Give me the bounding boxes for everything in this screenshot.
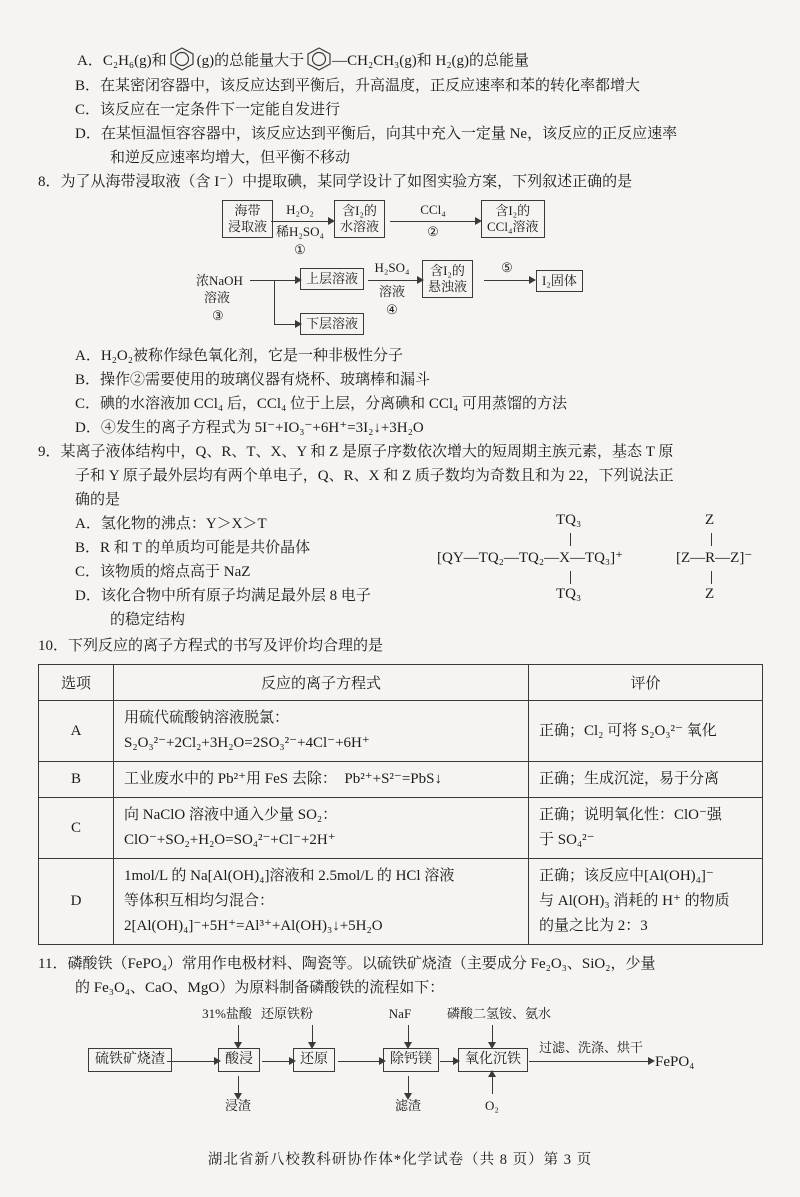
q10-row-d-ev-line2: 与 Al(OH)₃ 消耗的 H⁺ 的物质 bbox=[539, 893, 730, 909]
q11-arrow-main-4 bbox=[440, 1061, 454, 1062]
q10-row-b-ev-line1: 正确；生成沉淀，易于分离 bbox=[539, 771, 720, 787]
q9-cation-bond-top bbox=[570, 533, 571, 546]
q8-option-b: B．操作②需要使用的玻璃仪器有烧杯、玻璃棒和漏斗 bbox=[75, 372, 431, 388]
q8-box-iodine-solid: I₂固体 bbox=[536, 270, 583, 292]
q9-cation-bottom-group: TQ₃ bbox=[556, 586, 582, 602]
q8-step-5-number: ⑤ bbox=[501, 260, 513, 275]
q10-row-a bbox=[39, 701, 763, 762]
q8-box-iodine-water bbox=[334, 200, 385, 238]
q11-reagent-ammonium-phosphate: 磷酸二氢铵、氨水 bbox=[446, 1006, 551, 1021]
q9-anion-bottom-atom: Z bbox=[705, 586, 715, 602]
q8-box-iodine-water-line1: 含I₂的 bbox=[342, 203, 377, 218]
q8-box-iodine-ccl4-line1: 含I₂的 bbox=[495, 203, 531, 218]
q11-stem-line1: 11．磷酸铁（FePO₄）常用作电极材料、陶瓷等。以硫铁矿烧渣（主要成分 Fe₂O₃、SiO₂，少量 bbox=[38, 956, 656, 972]
q11-arrow-main-5 bbox=[529, 1061, 649, 1062]
q8-box-lower-layer: 下层溶液 bbox=[300, 313, 364, 335]
q10-row-c-equation bbox=[114, 798, 529, 859]
q9-option-a: A．氢化物的沸点：Y＞X＞T bbox=[75, 516, 267, 532]
q11-reagent-hcl: 31%盐酸 bbox=[202, 1006, 252, 1021]
q10-row-d-eq-line3: 2[Al(OH)₄]⁻+5H⁺=Al³⁺+Al(OH)₃↓+5H₂O bbox=[124, 918, 383, 934]
q11-box-pyrite-cinder: 硫铁矿烧渣 bbox=[88, 1048, 172, 1072]
q8-step-3-number: ③ bbox=[212, 308, 224, 323]
q9-stem-line3: 确的是 bbox=[75, 492, 121, 508]
q11-product: FePO₄ bbox=[655, 1054, 695, 1070]
q8-arrow-1-reagent-top: H₂O₂ bbox=[286, 202, 314, 217]
page-footer: 湖北省新八校教科研协作体*化学试卷（共 8 页）第 3 页 bbox=[207, 1152, 593, 1168]
q8-naoh-label-line1: 浓NaOH bbox=[196, 273, 243, 288]
q11-reagent-iron-powder: 还原铁粉 bbox=[260, 1006, 313, 1021]
q11-reagent-naf: NaF bbox=[388, 1006, 412, 1021]
q8-arrow-4-reagent-bottom: 溶液 bbox=[378, 284, 405, 299]
benzene-ring-icon bbox=[169, 47, 195, 71]
q9-option-b: B．R 和 T 的单质均可能是共价晶体 bbox=[75, 540, 311, 556]
q11-box-remove-ca-mg: 除钙镁 bbox=[383, 1048, 439, 1072]
q7-option-d-line1: D．在某恒温恒容容器中，该反应达到平衡后，向其中充入一定量 Ne，该反应的正反应速率 bbox=[75, 126, 678, 142]
q11-arrow-leach-residue-down bbox=[238, 1076, 239, 1094]
q8-box-iodine-ccl4-line2: CCl₄溶液 bbox=[487, 219, 539, 234]
q10-row-b-equation bbox=[114, 762, 529, 798]
q10-row-b bbox=[39, 762, 763, 798]
q10-row-b-eq-line1: 工业废水中的 Pb²⁺用 FeS 去除： Pb²⁺+S²⁻=PbS↓ bbox=[124, 771, 442, 787]
q10-row-a-option: A bbox=[39, 701, 114, 762]
q10-table bbox=[38, 664, 763, 945]
q10-row-d-eq-line1: 1mol/L 的 Na[Al(OH)₄]溶液和 2.5mol/L 的 HCl 溶液 bbox=[124, 868, 455, 884]
q10-row-c-ev-line2: 于 SO₄²⁻ bbox=[539, 832, 595, 848]
q8-step-1-number: ① bbox=[294, 242, 306, 257]
q8-option-a: A．H₂O₂被称作绿色氧化剂，它是一种非极性分子 bbox=[75, 348, 403, 364]
q7-option-b: B．在某密闭容器中，该反应达到平衡后，升高温度，正反应速率和苯的转化率都增大 bbox=[75, 78, 641, 94]
q9-stem-line2: 子和 Y 原子最外层均有两个单电子，Q、R、X 和 Z 质子数均为奇数且和为 22，下列说法正 bbox=[75, 468, 674, 484]
q10-header-equation: 反应的离子方程式 bbox=[114, 665, 529, 701]
q8-step-2-number: ② bbox=[427, 224, 439, 239]
q8-arrow-4 bbox=[368, 280, 418, 281]
q8-naoh-label-line2: 溶液 bbox=[204, 290, 231, 305]
q10-row-a-equation bbox=[114, 701, 529, 762]
q10-row-c-eq-line2: ClO⁻+SO₂+H₂O=SO₄²⁻+Cl⁻+2H⁺ bbox=[124, 832, 336, 848]
q11-arrow-hcl-down bbox=[238, 1025, 239, 1043]
q8-arrow-2-reagent: CCl₄ bbox=[420, 202, 446, 217]
q10-row-d-evaluation bbox=[529, 859, 763, 945]
q9-cation-bond-bottom bbox=[570, 571, 571, 584]
q10-header-option: 选项 bbox=[39, 665, 114, 701]
q10-row-a-evaluation bbox=[529, 701, 763, 762]
q8-box-kelp-extract-line2: 浸取液 bbox=[228, 219, 268, 234]
q8-option-c: C．碘的水溶液加 CCl₄ 后，CCl₄ 位于上层，分离碘和 CCl₄ 可用蒸馏的方法 bbox=[75, 396, 567, 412]
q11-box-oxidize-precipitate-iron: 氧化沉铁 bbox=[458, 1048, 528, 1072]
q11-box-reduce: 还原 bbox=[293, 1048, 335, 1072]
q11-leach-residue: 浸渣 bbox=[224, 1098, 251, 1113]
q8-arrow-5 bbox=[484, 280, 530, 281]
q8-arrow-2 bbox=[390, 221, 476, 222]
q9-option-d-line2: 的稳定结构 bbox=[110, 612, 186, 628]
q10-row-c-option: C bbox=[39, 798, 114, 859]
q8-arrow-4-reagent-top: H₂SO₄ bbox=[374, 260, 410, 275]
q10-row-c-evaluation bbox=[529, 798, 763, 859]
q10-row-c-eq-line1: 向 NaClO 溶液中通入少量 SO₂： bbox=[124, 807, 338, 823]
q8-arrow-3-lower bbox=[274, 324, 296, 325]
q11-flow-diagram bbox=[0, 1004, 800, 1122]
q10-row-c-ev-line1: 正确；说明氧化性：ClO⁻强 bbox=[539, 807, 722, 823]
q9-cation-top-group: TQ₃ bbox=[556, 512, 582, 528]
q10-row-d-equation bbox=[114, 859, 529, 945]
q11-arrow-main-3 bbox=[338, 1061, 380, 1062]
q7-option-a bbox=[75, 44, 800, 74]
q8-box-upper-layer: 上层溶液 bbox=[300, 268, 364, 290]
q9-anion-top-atom: Z bbox=[705, 512, 715, 528]
q11-arrow-naf-down bbox=[408, 1025, 409, 1043]
q8-stem: 8．为了从海带浸取液（含 I⁻）中提取碘，某同学设计了如图实验方案，下列叙述正确的是 bbox=[38, 174, 633, 190]
q8-arrow-1 bbox=[271, 221, 329, 222]
q10-row-d-ev-line3: 的量之比为 2：3 bbox=[539, 918, 648, 934]
q10-stem: 10．下列反应的离子方程式的书写及评价均合理的是 bbox=[38, 638, 384, 654]
q11-arrow-iron-down bbox=[312, 1025, 313, 1043]
q10-header-evaluation: 评价 bbox=[529, 665, 763, 701]
q7-option-c: C．该反应在一定条件下一定能自发进行 bbox=[75, 102, 341, 118]
q8-box-kelp-extract-line1: 海带 bbox=[234, 203, 261, 218]
q11-oxygen: O₂ bbox=[485, 1098, 499, 1113]
q9-anion-formula: [Z—R—Z]⁻ bbox=[676, 550, 753, 566]
q8-box-iodine-water-line2: 水溶液 bbox=[340, 219, 380, 234]
q8-box-iodine-suspension-line2: 悬浊液 bbox=[428, 279, 468, 294]
q10-row-d-option: D bbox=[39, 859, 114, 945]
q11-stem-line2: 的 Fe₃O₄、CaO、MgO）为原料制备磷酸铁的流程如下： bbox=[75, 980, 445, 996]
q10-row-b-evaluation bbox=[529, 762, 763, 798]
q7-option-d-line2: 和逆反应速率均增大，但平衡不移动 bbox=[110, 150, 351, 166]
q11-arrow-main-2 bbox=[262, 1061, 290, 1062]
q11-arrow-phosphate-down bbox=[492, 1025, 493, 1043]
q8-step-4-number: ④ bbox=[386, 302, 398, 317]
q11-arrow-main-1 bbox=[167, 1061, 215, 1062]
q8-branch-line bbox=[274, 280, 275, 325]
q11-box-acid-leach: 酸浸 bbox=[218, 1048, 260, 1072]
q11-arrow-oxygen-up bbox=[492, 1076, 493, 1094]
q8-flow-diagram bbox=[0, 194, 800, 344]
q10-row-a-ev-line1: 正确；Cl₂ 可将 S₂O₃²⁻ 氧化 bbox=[539, 722, 717, 739]
q9-anion-bond-bottom bbox=[711, 571, 712, 584]
q9-anion-bond-top bbox=[711, 533, 712, 546]
q8-option-d: D．④发生的离子方程式为 5I⁻+IO₃⁻+6H⁺=3I₂↓+3H₂O bbox=[75, 420, 424, 436]
q7-option-a-text1: A．C₂H₆(g)和 bbox=[77, 52, 167, 69]
q11-final-step-label: 过滤、洗涤、烘干 bbox=[538, 1040, 643, 1055]
q10-row-a-eq-line2: S₂O₃²⁻+2Cl₂+3H₂O=2SO₃²⁻+4Cl⁻+6H⁺ bbox=[124, 735, 370, 751]
q9-options-and-structure bbox=[0, 512, 800, 634]
q7-option-a-text2: (g)的总能量大于 bbox=[196, 52, 305, 69]
q8-arrow-3-upper bbox=[250, 280, 296, 281]
q8-box-iodine-ccl4 bbox=[481, 200, 545, 238]
q9-cation-formula: [QY—TQ₂—TQ₂—X—TQ₃]⁺ bbox=[437, 550, 624, 566]
q10-row-b-option: B bbox=[39, 762, 114, 798]
benzene-ring-icon bbox=[306, 47, 332, 71]
q11-arrow-filter-residue-down bbox=[408, 1076, 409, 1094]
q10-row-c bbox=[39, 798, 763, 859]
q9-option-c: C．该物质的熔点高于 NaZ bbox=[75, 564, 251, 580]
q10-table-header-row bbox=[39, 665, 763, 701]
q8-arrow-1-reagent-bottom: 稀H₂SO₄ bbox=[275, 224, 325, 239]
q10-row-a-eq-line1: 用硫代硫酸钠溶液脱氯： bbox=[124, 710, 290, 726]
q10-row-d-eq-line2: 等体积互相均匀混合： bbox=[124, 893, 275, 909]
q10-row-d bbox=[39, 859, 763, 945]
q11-filter-residue: 滤渣 bbox=[394, 1098, 421, 1113]
q8-box-iodine-suspension-line1: 含I₂的 bbox=[430, 263, 465, 278]
q8-box-iodine-suspension bbox=[422, 260, 473, 298]
q9-stem-line1: 9．某离子液体结构中，Q、R、T、X、Y 和 Z 是原子序数依次增大的短周期主族元素，基态 T 原 bbox=[38, 444, 674, 460]
q9-option-d-line1: D．该化合物中所有原子均满足最外层 8 电子 bbox=[75, 588, 371, 604]
q7-option-a-text3: —CH₂CH₃(g)和 H₂(g)的总能量 bbox=[332, 52, 530, 69]
q10-row-d-ev-line1: 正确；该反应中[Al(OH)₄]⁻ bbox=[539, 868, 714, 884]
